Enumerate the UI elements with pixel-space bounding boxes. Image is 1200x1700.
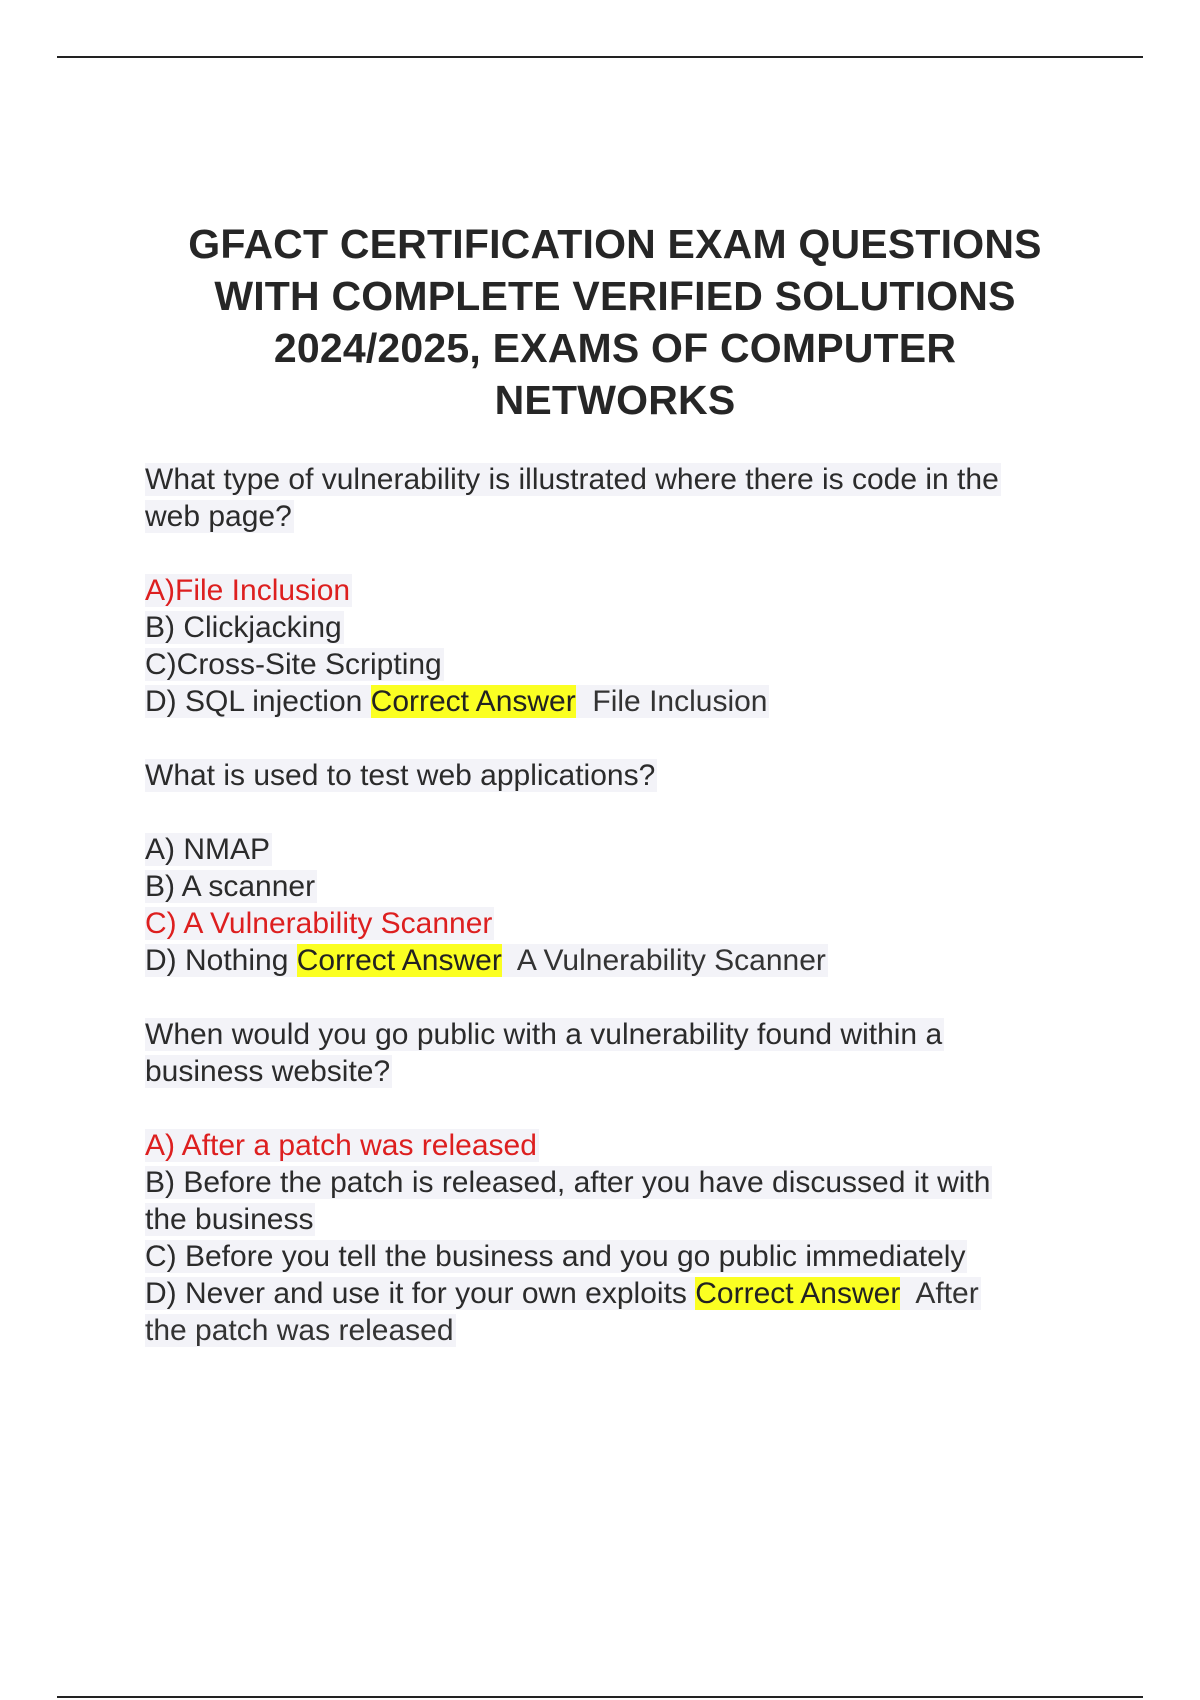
title-line-1: GFACT CERTIFICATION EXAM QUESTIONS	[188, 221, 1042, 267]
title-line-2: WITH COMPLETE VERIFIED SOLUTIONS	[214, 273, 1016, 319]
bottom-rule	[57, 1696, 1143, 1698]
option-a: A) NMAP	[145, 833, 271, 866]
option-c-correct: C) A Vulnerability Scanner	[145, 907, 493, 940]
question-line: What type of vulnerability is illustrated where there is code in the	[145, 463, 999, 496]
option-a-correct: A) After a patch was released	[145, 1129, 537, 1162]
option-d: D) Nothing	[145, 944, 289, 977]
question-line: When would you go public with a vulnerability found within a	[145, 1018, 943, 1051]
question-line: web page?	[145, 500, 292, 533]
correct-answer-text: A Vulnerability Scanner	[516, 944, 826, 977]
option-b-continued: the business	[145, 1203, 314, 1236]
correct-answer-label: Correct Answer	[370, 685, 576, 718]
question-line: business website?	[145, 1055, 391, 1088]
question-block-2	[145, 757, 1145, 979]
correct-answer-text: File Inclusion	[592, 685, 768, 718]
option-b: B) Clickjacking	[145, 611, 342, 644]
question-line: What is used to test web applications?	[145, 759, 656, 792]
correct-answer-text-continued: the patch was released	[145, 1314, 454, 1347]
correct-answer-label: Correct Answer	[695, 1277, 901, 1310]
option-d: D) Never and use it for your own exploits	[145, 1277, 687, 1310]
option-b: B) A scanner	[145, 870, 316, 903]
correct-answer-text: After	[915, 1277, 979, 1310]
question-block-3	[145, 1016, 1145, 1349]
option-b: B) Before the patch is released, after you have discussed it with	[145, 1166, 991, 1199]
question-block-1	[145, 461, 1145, 720]
correct-answer-label: Correct Answer	[296, 944, 502, 977]
option-d: D) SQL injection	[145, 685, 363, 718]
document-title	[120, 218, 1110, 426]
title-line-3: 2024/2025, EXAMS OF COMPUTER	[273, 325, 957, 371]
question-text	[145, 757, 1145, 794]
question-text	[145, 461, 1145, 535]
title-line-4: NETWORKS	[494, 377, 736, 423]
top-rule	[57, 56, 1143, 58]
questions-list	[145, 461, 1145, 1349]
option-c: C)Cross-Site Scripting	[145, 648, 442, 681]
question-text	[145, 1016, 1145, 1090]
option-a-correct: A)File Inclusion	[145, 574, 351, 607]
option-c: C) Before you tell the business and you go public immediately	[145, 1240, 966, 1273]
